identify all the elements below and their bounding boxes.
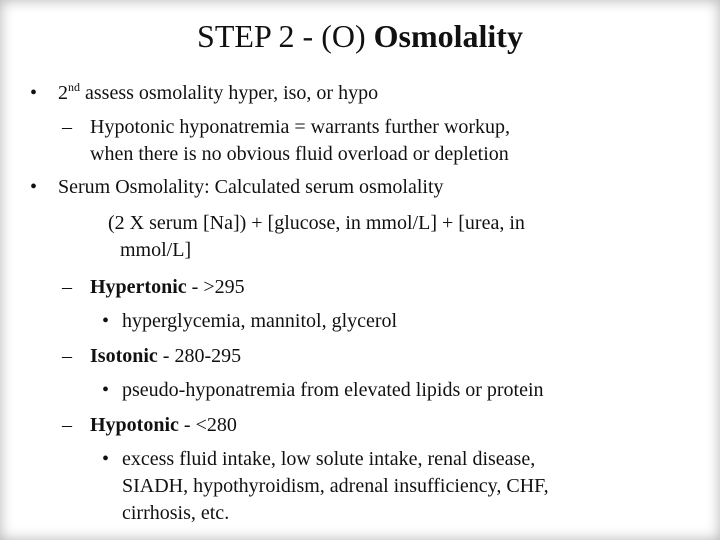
dash-marker-1: – (62, 116, 72, 138)
isotonic-detail: pseudo-hyponatremia from elevated lipids or protein (122, 379, 544, 401)
hypertonic-detail: hyperglycemia, mannitol, glycerol (122, 310, 398, 332)
hypotonic-label: Hypotonic (90, 414, 179, 436)
hypotonic-detail-line3: cirrhosis, etc. (122, 502, 230, 524)
hypotonic-range: - <280 (178, 414, 237, 436)
isotonic-heading (90, 343, 241, 369)
ordinal-suffix: nd (68, 80, 80, 94)
hypotonic-heading (90, 412, 237, 438)
hypertonic-range: - >295 (186, 276, 245, 298)
ordinal-number: 2 (58, 82, 68, 104)
bullet-marker-hypotonic-detail: • (102, 448, 110, 470)
hypertonic-heading (90, 274, 245, 300)
bullet-2-text: Serum Osmolality: Calculated serum osmolality (58, 176, 444, 198)
hypotonic-detail-line2: SIADH, hypothyroidism, adrenal insufficiency, CHF, (122, 475, 549, 497)
bullet-1-text (58, 80, 378, 106)
dash-marker-isotonic: – (62, 345, 72, 367)
bullet-marker-1: • (30, 82, 38, 104)
bullet-marker-hypertonic-detail: • (102, 310, 110, 332)
formula-line2: mmol/L] (120, 239, 192, 261)
slide-title (0, 14, 720, 58)
isotonic-label: Isotonic (90, 345, 158, 367)
dash-marker-hypotonic: – (62, 414, 72, 436)
isotonic-range: - 280-295 (157, 345, 242, 367)
hypertonic-label: Hypertonic (90, 276, 187, 298)
formula-line1: (2 X serum [Na]) + [glucose, in mmol/L] + [urea, in (108, 212, 525, 234)
hypotonic-detail-line1: excess fluid intake, low solute intake, renal disease, (122, 448, 536, 470)
title-prefix: STEP 2 - (O) (197, 18, 374, 54)
title-bold: Osmolality (373, 18, 523, 54)
dash-marker-hypertonic: – (62, 276, 72, 298)
sub-bullet-1-line2: when there is no obvious fluid overload or depletion (90, 143, 509, 165)
sub-bullet-1-line1: Hypotonic hyponatremia = warrants further workup, (90, 116, 511, 138)
bullet-marker-isotonic-detail: • (102, 379, 110, 401)
bullet-marker-2: • (30, 176, 38, 198)
bullet-1-body: assess osmolality hyper, iso, or hypo (80, 82, 379, 104)
